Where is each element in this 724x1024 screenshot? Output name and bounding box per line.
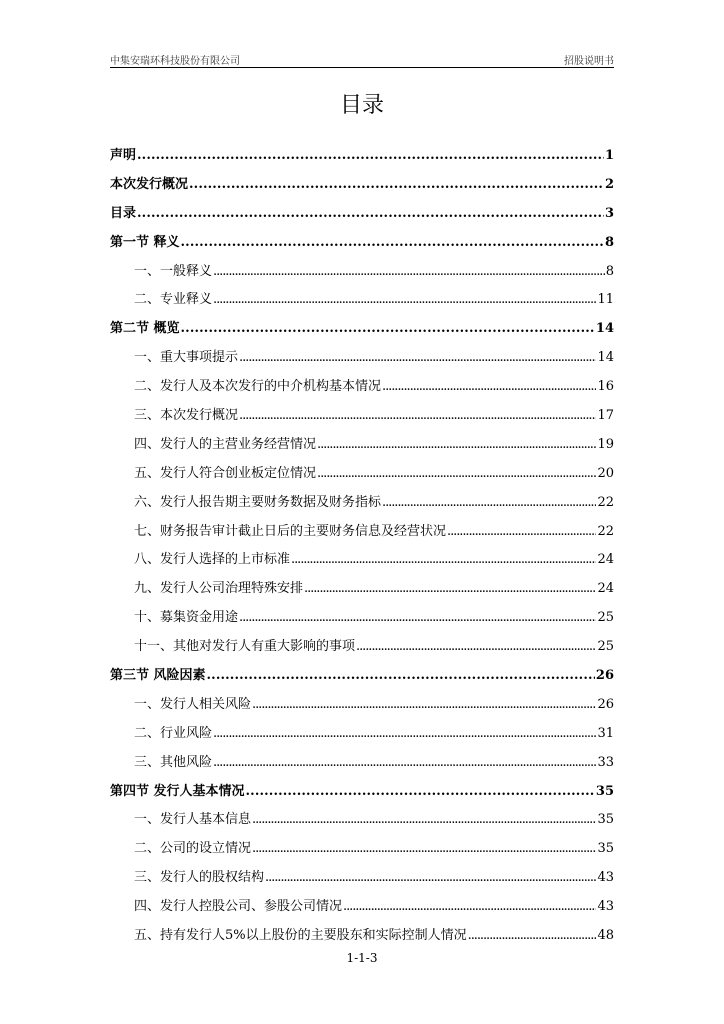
toc-entry[interactable] (110, 173, 614, 202)
toc-entry-label: 二、公司的设立情况 (134, 841, 252, 857)
toc-entry-page: 16 (597, 379, 614, 395)
toc-dot-leader (213, 755, 596, 770)
toc-dot-leader (213, 292, 596, 307)
toc-entry[interactable] (110, 404, 614, 433)
toc-entry-page: 25 (597, 610, 614, 626)
toc-dot-leader (239, 350, 596, 365)
toc-entry[interactable] (110, 231, 614, 260)
toc-entry-page: 35 (597, 841, 614, 857)
toc-dot-leader (382, 379, 596, 394)
toc-entry[interactable] (110, 577, 614, 606)
toc-entry-label: 第四节 发行人基本情况 (110, 783, 245, 799)
toc-entry-label: 二、行业风险 (134, 725, 213, 741)
toc-dot-leader (207, 668, 595, 683)
toc-dot-leader (252, 841, 596, 856)
toc-entry-label: 第三节 风险因素 (110, 668, 206, 684)
toc-entry-label: 九、发行人公司治理特殊安排 (134, 581, 304, 597)
toc-entry[interactable] (110, 433, 614, 462)
toc-entry-page: 14 (595, 321, 614, 337)
toc-dot-leader (291, 552, 596, 567)
toc-entry-label: 第一节 释义 (110, 234, 180, 250)
toc-entry-label: 七、财务报告审计截止日后的主要财务信息及经营状况 (134, 523, 447, 539)
toc-entry[interactable] (110, 462, 614, 491)
toc-entry-page: 22 (597, 494, 614, 510)
toc-entry[interactable] (110, 548, 614, 577)
toc-entry-label: 一、发行人基本信息 (134, 812, 252, 828)
toc-dot-leader (343, 899, 596, 914)
toc-dot-leader (252, 697, 596, 712)
toc-entry-label: 十一、其他对发行人有重大影响的事项 (134, 639, 356, 655)
toc-entry-page: 35 (597, 812, 614, 828)
page-header (110, 52, 614, 68)
toc-entry-label: 第二节 概览 (110, 321, 180, 337)
toc-entry-label: 五、持有发行人5%以上股份的主要股东和实际控制人情况 (134, 928, 467, 944)
toc-dot-leader (447, 524, 596, 539)
toc-entry-label: 声明 (110, 148, 137, 163)
toc-entry-page: 26 (597, 696, 614, 712)
toc-entry[interactable] (110, 751, 614, 780)
toc-entry-page: 8 (604, 234, 614, 250)
toc-entry-label: 十、募集资金用途 (134, 610, 239, 626)
toc-entry[interactable] (110, 346, 614, 375)
toc-entry[interactable] (110, 606, 614, 635)
toc-entry[interactable] (110, 520, 614, 549)
toc-entry[interactable] (110, 924, 614, 953)
toc-entry-label: 一、重大事项提示 (134, 350, 239, 366)
toc-entry[interactable] (110, 288, 614, 317)
toc-entry[interactable] (110, 144, 614, 173)
toc-entry[interactable] (110, 635, 614, 664)
toc-entry-page: 8 (605, 263, 614, 279)
toc-entry-label: 一、发行人相关风险 (134, 696, 252, 712)
toc-entry-page: 14 (597, 350, 614, 366)
toc-entry[interactable] (110, 317, 614, 346)
toc-entry[interactable] (110, 722, 614, 751)
toc-entry[interactable] (110, 837, 614, 866)
toc-entry-page: 3 (604, 205, 614, 221)
toc-entry[interactable] (110, 780, 614, 809)
toc-entry-label: 四、发行人的主营业务经营情况 (134, 436, 317, 452)
toc-entry[interactable] (110, 808, 614, 837)
toc-dot-leader (468, 928, 597, 943)
company-name: 中集安瑞环科技股份有限公司 (110, 56, 240, 67)
toc-entry-page: 24 (597, 552, 614, 568)
toc-entry-page: 43 (597, 899, 614, 915)
toc-dot-leader (382, 495, 596, 510)
toc-entry-page: 25 (597, 639, 614, 655)
toc-entry[interactable] (110, 375, 614, 404)
toc-entry-label: 三、发行人的股权结构 (134, 870, 265, 886)
toc-dot-leader (246, 784, 595, 799)
toc-dot-leader (265, 870, 596, 885)
toc-dot-leader (317, 466, 596, 481)
toc-entry-page: 1 (604, 148, 614, 163)
toc-dot-leader (137, 206, 604, 221)
toc-dot-leader (304, 581, 596, 596)
toc-entry-page: 20 (597, 465, 614, 481)
toc-dot-leader (317, 437, 596, 452)
toc-entry-page: 22 (597, 523, 614, 539)
page-title: 目录 (339, 93, 384, 118)
toc-entry-page: 19 (597, 436, 614, 452)
toc-entry[interactable] (110, 866, 614, 895)
toc-entry-label: 八、发行人选择的上市标准 (134, 552, 291, 568)
toc-entry[interactable] (110, 664, 614, 693)
toc-entry-label: 三、其他风险 (134, 754, 213, 770)
toc-entry-page: 24 (597, 581, 614, 597)
toc-entry-page: 26 (595, 668, 614, 684)
toc-entry-label: 六、发行人报告期主要财务数据及财务指标 (134, 494, 382, 510)
toc-entry-label: 三、本次发行概况 (134, 408, 239, 424)
toc-entry-page: 2 (604, 176, 614, 192)
table-of-contents (110, 144, 614, 953)
toc-entry-page: 35 (595, 783, 614, 799)
toc-entry-label: 目录 (110, 205, 137, 221)
toc-dot-leader (189, 177, 604, 192)
toc-entry-page: 11 (597, 292, 614, 308)
toc-entry-label: 四、发行人控股公司、参股公司情况 (134, 899, 343, 915)
toc-entry[interactable] (110, 202, 614, 231)
toc-dot-leader (356, 639, 596, 654)
toc-entry-label: 本次发行概况 (110, 176, 189, 192)
toc-entry[interactable] (110, 491, 614, 520)
toc-entry-label: 一、一般释义 (134, 263, 213, 279)
toc-dot-leader (213, 726, 596, 741)
toc-dot-leader (137, 148, 604, 163)
toc-dot-leader (239, 610, 596, 625)
header-divider (110, 67, 614, 68)
toc-entry-label: 二、专业释义 (134, 292, 213, 308)
toc-dot-leader (239, 408, 596, 423)
toc-entry-label: 二、发行人及本次发行的中介机构基本情况 (134, 379, 382, 395)
toc-dot-leader (213, 264, 605, 279)
toc-dot-leader (252, 812, 596, 827)
toc-entry-page: 48 (597, 928, 614, 944)
toc-entry-page: 43 (597, 870, 614, 886)
toc-entry[interactable] (110, 260, 614, 289)
toc-entry-page: 33 (597, 754, 614, 770)
toc-dot-leader (181, 235, 604, 250)
toc-entry-page: 17 (597, 408, 614, 424)
toc-dot-leader (181, 321, 595, 336)
toc-entry[interactable] (110, 693, 614, 722)
toc-entry-label: 五、发行人符合创业板定位情况 (134, 465, 317, 481)
page-number: 1-1-3 (346, 951, 378, 965)
toc-entry[interactable] (110, 895, 614, 924)
document-type: 招股说明书 (564, 56, 614, 67)
toc-entry-page: 31 (597, 725, 614, 741)
